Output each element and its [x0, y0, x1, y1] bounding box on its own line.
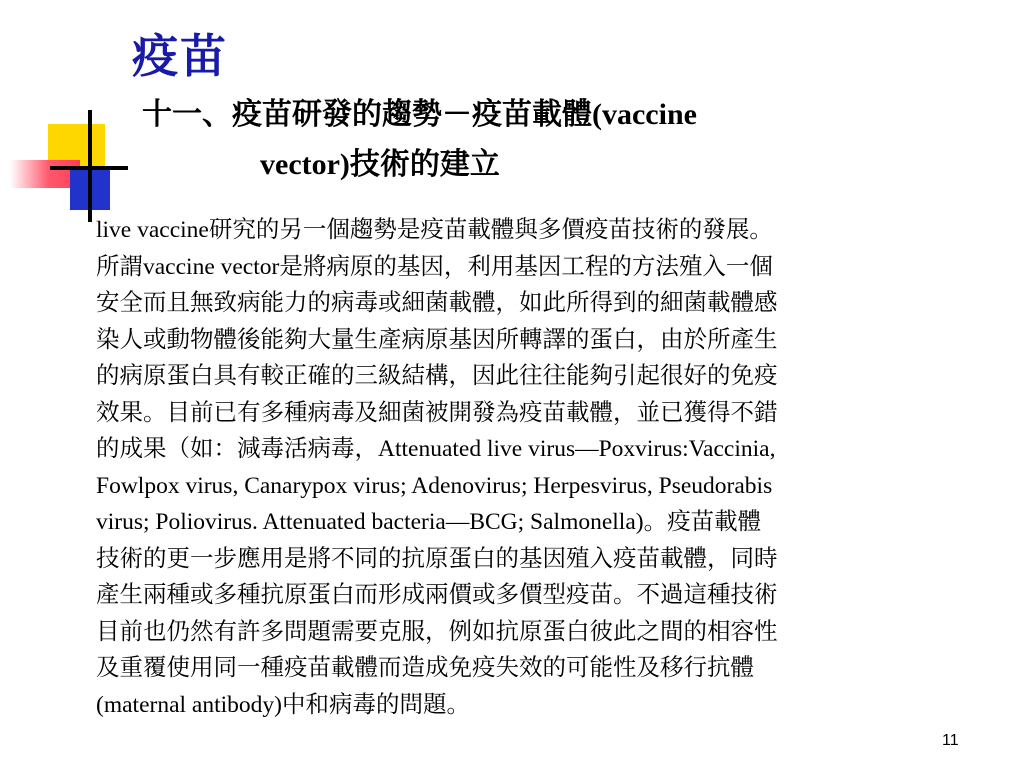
subtitle-line-1: 疫苗研發的趨勢－疫苗載體(vaccine	[232, 98, 697, 131]
body-line: 所謂vaccine vector是將病原的基因，利用基因工程的方法殖入一個	[96, 253, 773, 280]
body-paragraph	[96, 212, 1002, 723]
body-line: 及重覆使用同一種疫苗載體而造成免疫失效的可能性及移行抗體	[96, 655, 754, 681]
slide-subtitle	[142, 90, 1002, 190]
body-line: 的病原蛋白具有較正確的三級結構，因此往往能夠引起很好的免疫	[96, 363, 778, 389]
body-line: 效果。目前已有多種病毒及細菌被開發為疫苗載體，並已獲得不錯	[96, 399, 778, 426]
body-line: Fowlpox virus, Canarypox virus; Adenovirus; Herpesvirus, Pseudorabis	[96, 472, 773, 499]
page-number: 11	[942, 732, 959, 749]
body-line: (maternal antibody)中和病毒的問題。	[96, 691, 470, 718]
body-line: live vaccine研究的另一個趨勢是疫苗載體與多價疫苗技術的發展。	[96, 217, 773, 243]
subtitle-number: 十一、	[142, 98, 232, 131]
horizontal-line	[50, 166, 128, 170]
slide-title: 疫苗	[132, 31, 228, 82]
body-line: 產生兩種或多種抗原蛋白而形成兩價或多價型疫苗。不過這種技術	[96, 582, 778, 608]
body-line: 目前也仍然有許多問題需要克服，例如抗原蛋白彼此之間的相容性	[96, 618, 778, 645]
subtitle-line-2: vector)技術的建立	[260, 148, 500, 181]
body-line: virus; Poliovirus. Attenuated bacteria—BCG; Salmonella)。疫苗載體	[96, 509, 762, 535]
slide-decoration	[0, 0, 130, 230]
body-line: 安全而且無致病能力的病毒或細菌載體，如此所得到的細菌載體感	[96, 290, 778, 316]
body-line: 的成果（如：減毒活病毒，Attenuated live virus—Poxvirus:Vaccinia,	[96, 436, 776, 462]
body-line: 染人或動物體後能夠大量生產病原基因所轉譯的蛋白，由於所產生	[96, 326, 778, 353]
body-line: 技術的更一步應用是將不同的抗原蛋白的基因殖入疫苗載體，同時	[96, 545, 778, 572]
